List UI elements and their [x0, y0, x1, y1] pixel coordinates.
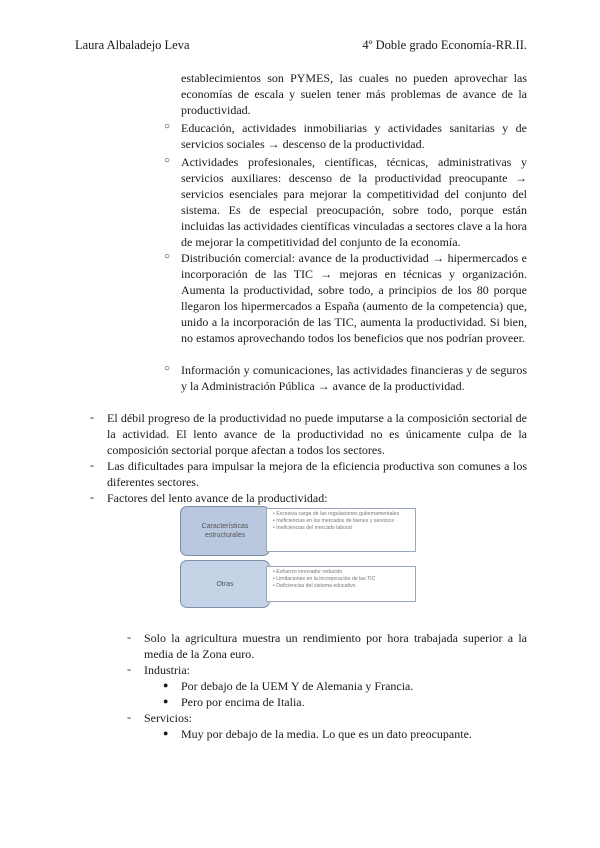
- diagram-box-other: [180, 560, 270, 608]
- diagram-list-item: • Limitaciones en la incorporación de las TIC: [273, 576, 376, 582]
- dash-bullet-icon: -: [90, 458, 94, 472]
- main-bullet: Factores del lento avance de la productividad:: [107, 491, 328, 505]
- diagram-list-item: • Ineficiencias en los mercados de bienes y servicios: [273, 518, 394, 524]
- diagram-box-structural: [180, 506, 270, 556]
- header-author: Laura Albaladejo Leva: [75, 38, 190, 52]
- factors-diagram: [180, 506, 420, 608]
- bottom-item: Solo la agricultura muestra un rendimiento por hora trabajada superior a la media de la Zona euro.: [144, 631, 527, 661]
- diagram-list-item: • Ineficiencias del mercado laboral: [273, 525, 352, 531]
- bottom-item: Industria:: [144, 663, 190, 677]
- dot-bullet-icon: ●: [163, 696, 169, 706]
- sublist-item: Información y comunicaciones, las actividades financieras y de seguros y la Administración Pública → avance de la productividad.: [181, 363, 527, 393]
- main-bullet: El débil progreso de la productividad no puede imputarse a la composición sectorial de la actividad. El lento avance de la productividad no es únicamente culpa de la composición sectorial porque afectan a todos los sectores.: [107, 411, 527, 457]
- diagram-box-label: Otras: [216, 580, 234, 588]
- circle-bullet-icon: ○: [164, 251, 171, 262]
- sublist-item: Distribución comercial: avance de la productividad → hipermercados e incorporación de las TIC → mejoras en técnicas y organización. Aumenta la productividad, sobre todo, a principios de los 80 porque llegaron los hipermercados a España (aumento de la competencia) que, unido a la incorporación de las TIC, aumenta la productividad. Si bien, no estamos aprovechando todos los beneficios que nos podrían proveer.: [181, 251, 527, 345]
- dash-bullet-icon: -: [127, 710, 131, 724]
- sublist-item: Actividades profesionales, científicas, técnicas, administrativas y servicios auxiliares: descenso de la productividad preocupante → servicios esenciales para mejorar la competitividad del conjunto del sistema. Es de especial preocupación, sobre todo, porque están incluidas las actividades científicas vinculadas a sectores clave a la hora de mejorar la competitividad del conjunto de la economía.: [181, 155, 527, 249]
- circle-bullet-icon: ○: [164, 121, 171, 132]
- bottom-subitem: Muy por debajo de la media. Lo que es un dato preocupante.: [181, 727, 472, 741]
- diagram-box-label: Características estructurales: [201, 523, 249, 539]
- bottom-item: Servicios:: [144, 711, 192, 725]
- main-bullet: Las dificultades para impulsar la mejora de la eficiencia productiva son comunes a los diferentes sectores.: [107, 459, 527, 489]
- dash-bullet-icon: -: [90, 410, 94, 424]
- dash-bullet-icon: -: [127, 662, 131, 676]
- diagram-list-other: [266, 566, 416, 602]
- dash-bullet-icon: -: [90, 490, 94, 504]
- sublist-item: Educación, actividades inmobiliarias y actividades sanitarias y de servicios sociales → descenso de la productividad.: [181, 121, 527, 151]
- diagram-list-item: • Esfuerzo innovador reducido: [273, 569, 343, 575]
- header-course: 4º Doble grado Economía-RR.II.: [362, 38, 527, 52]
- dash-bullet-icon: -: [127, 630, 131, 644]
- diagram-list-item: • Excesiva carga de las regulaciones gubernamentales: [273, 511, 400, 517]
- diagram-list-item: • Deficiencias del sistema educativo: [273, 583, 356, 589]
- circle-bullet-icon: ○: [164, 155, 171, 166]
- bottom-subitem: Pero por encima de Italia.: [181, 695, 305, 709]
- diagram-list-structural: [266, 508, 416, 552]
- dot-bullet-icon: ●: [163, 680, 169, 690]
- sublist-item: establecimientos son PYMES, las cuales no pueden aprovechar las economías de escala y suelen tener más problemas de avance de la productividad.: [181, 71, 527, 117]
- bottom-subitem: Por debajo de la UEM Y de Alemania y Francia.: [181, 679, 414, 693]
- dot-bullet-icon: ●: [163, 728, 169, 738]
- circle-bullet-icon: ○: [164, 363, 171, 374]
